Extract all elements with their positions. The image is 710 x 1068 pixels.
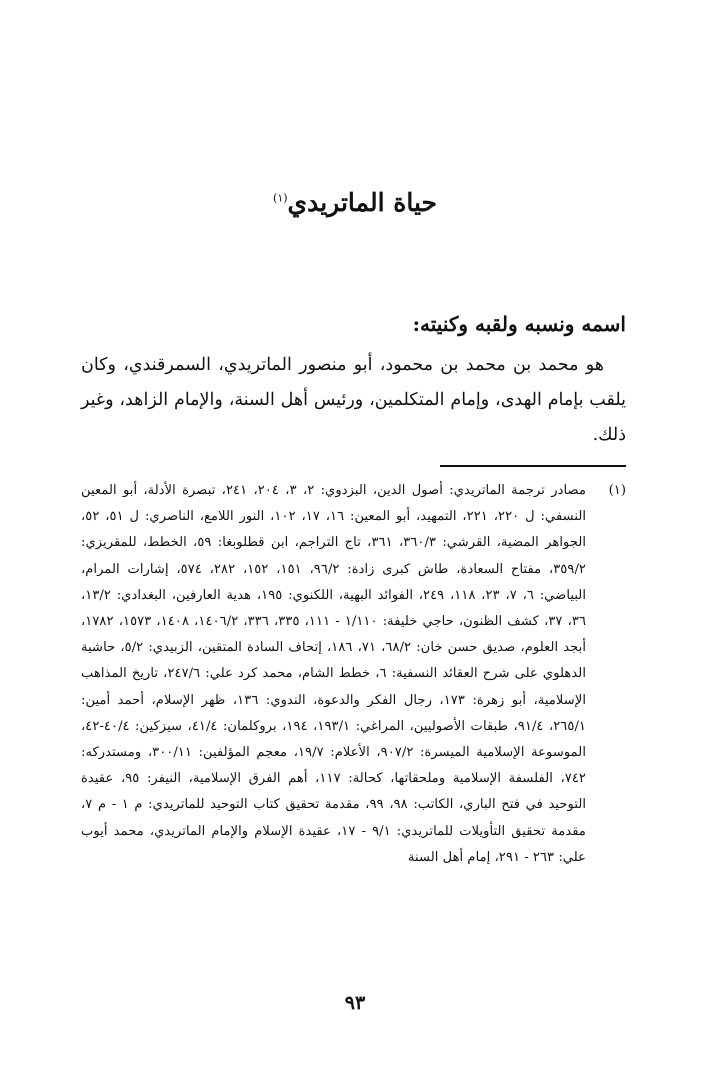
footnote-separator xyxy=(440,465,626,467)
chapter-title xyxy=(0,188,710,217)
body-text xyxy=(81,348,626,453)
section-heading: اسمه ونسبه ولقبه وكنيته: xyxy=(412,312,626,336)
chapter-title-text: حياة الماتريدي xyxy=(287,188,437,217)
footnote-marker: (١) xyxy=(273,191,288,205)
footnote-number: (١) xyxy=(608,483,626,498)
body-paragraph: هو محمد بن محمد بن محمود، أبو منصور الماتريدي، السمرقندي، وكان يلقب بإمام الهدى، وإمام المتكلمين، ورئيس أهل السنة، والإمام الزاهد، وغير ذلك. xyxy=(81,355,626,445)
footnote xyxy=(81,478,626,871)
footnote-text: مصادر ترجمة الماتريدي: أصول الدين، البزدوي: ٢، ٣، ٢٠٤، ٢٤١، تبصرة الأدلة، أبو المعين النسفي: ل ٢٢٠، ٢٢١، التمهيد، أبو المعين: ١٦، ١٧، ١٠٢، النور اللامع، الناصري: ل ٥١، ٥٢، الجواهر المضية، القرشي: ٣٦٠/٣، ٣٦١، تاج التراجم، ابن قطلوبغا: ٥٩، الخطط، للمقريزي: ٣٥٩/٢، مفتاح السعادة، طاش كبرى زادة: ٩٦/٢، ١٥١، ١٥٢، ٢٨٢، ٥٧٤، إشارات المرام، البياضي: ٦، ٧، ٢٣، ١١٨، ٢٤٩، الفوائد البهية، اللكنوي: ١٩٥، هدية العارفين، البغدادي: ١٣/٢، ٣٦، ٣٧، كشف الظنون، حاجي خليفة: ١/١١٠ - ١١١، ٣٣٥، ٣٣٦، ١٤٠٦/٢، ١٤٠٨، ١٥٧٣، ١٧٨٢، أبجد العلوم، صديق حسن خان: ٦٨/٢، ٧١، ١٨٦، إتحاف السادة المتقين، الزبيدي: ٥/٢، حاشية الدهلوي على شرح العقائد النسفية: ٦، خطط الشام، محمد كرد علي: ٢٤٧/٦، تاريخ المذاهب الإسلامية، أبو زهرة: ١٧٣، رجال الفكر والدعوة، الندوي: ١٣٦، ظهر الإسلام، أحمد أمين: ٢٦٥/١، ٩١/٤، طبقات الأصوليين، المراغي: ١٩٣/١، ١٩٤، بروكلمان: ٤١/٤، سيزكين: ٤٠/٤-٤٢، الموسوعة الإسلامية الميسرة: ٩٠٧/٢، الأعلام: ١٩/٧، معجم المؤلفين: ٣٠٠/١١، ومستدركه: ٧٤٢، الفلسفة الإسلامية وملحقاتها، كحالة: ١١٧، أهم الفرق الإسلامية، النيفر: ٩٥، عقيدة التوحيد في فتح الباري، الكاتب: ٩٨، ٩٩، مقدمة تحقيق كتاب التوحيد للماتريدي: م ١ - م ٧، مقدمة تحقيق التأويلات للماتريدي: ٩/١ - ١٧، عقيدة الإسلام والإمام الماتريدي، محمد أيوب علي: ٢٦٣ - ٢٩١، إمام أهل السنة xyxy=(81,483,587,865)
page-number: ٩٣ xyxy=(344,992,366,1014)
